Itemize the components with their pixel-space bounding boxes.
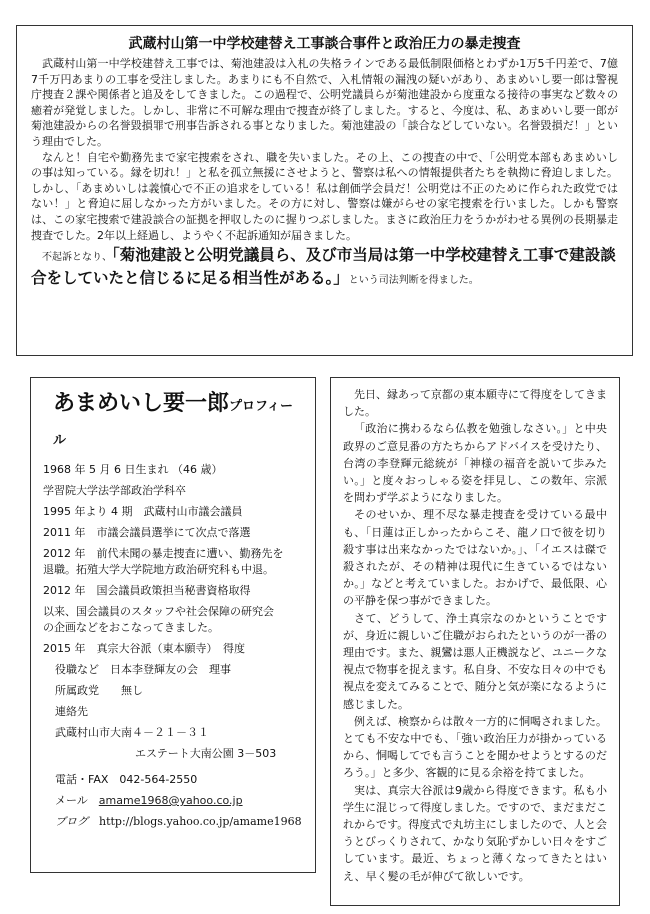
profile-2012a-line2: 退職。拓殖大学大学院地方政治研究科も中退。 [43,563,274,576]
conclusion-tail: という司法判断を得ました。 [348,275,479,287]
essay-box [330,377,620,906]
profile-suffix: プロフィール [53,399,293,448]
mail-label: メール [55,794,88,807]
profile-2012b: 2012 年 国会議員政策担当秘書資格取得 [43,584,251,597]
conclusion-quote: 「菊池建設と公明党議員ら、及び市当局は第一中学校建替え工事で建設談合をしていたと信じるに足る相当性がある。」 [31,246,616,288]
profile-2011: 2011 年 市議会議員選挙にて次点で落選 [43,526,251,539]
blog-link[interactable]: http://blogs.yahoo.co.jp/amame1968 [99,815,302,828]
essay-paragraph-1: 先日、縁あって京都の東本願寺にて得度をしてきました。 [343,388,607,419]
profile-address-line2: エステート大南公園 3－503 [135,747,277,760]
profile-tel: 電話・FAX 042-564-2550 [55,773,198,786]
profile-staff-line2: の企画などをおこなってきました。 [43,621,219,634]
profile-2012a-line1: 2012 年 前代未聞の暴走捜査に遭い、勤務先を [43,547,284,560]
essay-paragraph-3: そのせいか、理不尽な暴走捜査を受けている最中も、「日蓮は正しかったからこそ、龍ノ口で彼を切り殺す事は出来なかったではないか。」、「イエスは磔で殺されたが、その精神は現代に生きているではないか。」などと考えていました。おかげで、最低限、心の平静を保つ事ができました。 [343,508,607,608]
conclusion-lead: 不起訴となり、 [42,252,112,264]
profile-contact-label: 連絡先 [55,705,88,718]
profile-title [53,388,303,456]
profile-box [30,377,316,873]
profile-staff-line1: 以来、国会議員のスタッフや社会保障の研究会 [43,605,274,618]
profile-education: 学習院大学法学部政治学科卒 [43,484,186,497]
article-title: 武蔵村山第一中学校建替え工事談合事件と政治圧力の暴走捜査 [128,36,521,52]
profile-address-line1: 武蔵村山市大南４－２１－３１ [55,726,209,739]
article-conclusion [31,245,618,291]
profile-birth: 1968 年 5 月 6 日生まれ （46 歳） [43,463,223,476]
profile-party: 所属政党 無し [55,684,143,697]
profile-mail-row [43,793,303,809]
essay-paragraph-5: 例えば、検察からは散々一方的に恫喝されました。とても不安な中でも、「強い政治圧力が掛かっているから、恫喝してでも言うことを聞かせようとするのだろう。」と多少、客観的に見る余裕を持てました。 [343,714,607,780]
profile-blog-row [43,814,303,830]
profile-2015: 2015 年 真宗大谷派（東本願寺） 得度 [43,642,245,655]
profile-name: あまめいし要一郎 [53,390,230,416]
profile-role: 役職など 日本李登輝友の会 理事 [55,663,231,676]
article-paragraph-1: 武蔵村山第一中学校建替え工事では、菊池建設は入札の失格ラインである最低制限価格とわずか1万5千円差で、7億7千万円あまりの工事を受注しました。あまりにも不自然で、入札情報の漏洩の疑いがあり、あまめいし要一郎は警視庁捜査２課や関係者と追及をしてきました。この過程で、公明党議員らが菊池建設から度重なる接待の事実など数々の癒着が発覚しました。しかし、非常に不可解な理由で捜査が終了しました。すると、今度は、私、あまめいし要一郎が菊池建設からの名誉毀損罪で刑事告訴される事となりました。菊池建設の「談合などしていない。名誉毀損だ！」という理由でした。 [31,57,618,148]
profile-1995: 1995 年より 4 期 武蔵村山市議会議員 [43,505,243,518]
mail-link[interactable]: amame1968@yahoo.co.jp [98,794,243,807]
article-box [16,25,633,356]
article-paragraph-2: なんと！自宅や勤務先まで家宅捜索をされ、職を失いました。その上、この捜査の中で、「公明党本部もあまめいしの事は知っている。縁を切れ！」と私を孤立無援にさせようと、警察は私への情報提供者たちを執拗に脅迫しました。しかし、「あまめいしは義憤心で不正の追求をしている！私は創価学会員だ！公明党は不正のために作られた政党ではない！」と脅迫に屈しなかった方がいました。その方に対し、警察は嫌がらせの家宅捜索を行いました。しかも警察は、この家宅捜索で建設談合の証拠を押収したのに握りつぶしました。まさに政治圧力をうかがわせる異例の長期暴走捜査でした。2年以上経過し、ようやく不起訴通知が届きました。 [31,150,618,242]
essay-paragraph-6: 実は、真宗大谷派は9歳から得度できます。私も小学生に混じって得度しました。ですので、まだまだこれからです。得度式で丸坊主にしましたので、人と会うとびっくりされて、かなり気恥ずかしい日々をすごしています。最近、ちょっと薄くなってきたとはいえ、早く髪の毛が伸びて欲しいです。 [343,783,607,883]
blog-label: ブログ [55,815,88,828]
essay-paragraph-2: 「政治に携わるなら仏教を勉強しなさい。」と中央政界のご意見番の方たちからアドバイスを受けたり、台湾の李登輝元総統が「神様の福音を説いて歩みたい。」と度々おっしゃる姿を拝見し、この数年、宗派を問わず学ぶようになりました。 [343,422,607,505]
essay-paragraph-4: さて、どうして、浄土真宗なのかということですが、身近に親しいご住職がおられたというのが一番の理由です。また、親鸞は悪人正機説など、ユニークな視点で物事を捉えます。私自身、不安な日々の中でも視点を変えてみることで、随分と気が楽になるように感じました。 [343,611,607,711]
